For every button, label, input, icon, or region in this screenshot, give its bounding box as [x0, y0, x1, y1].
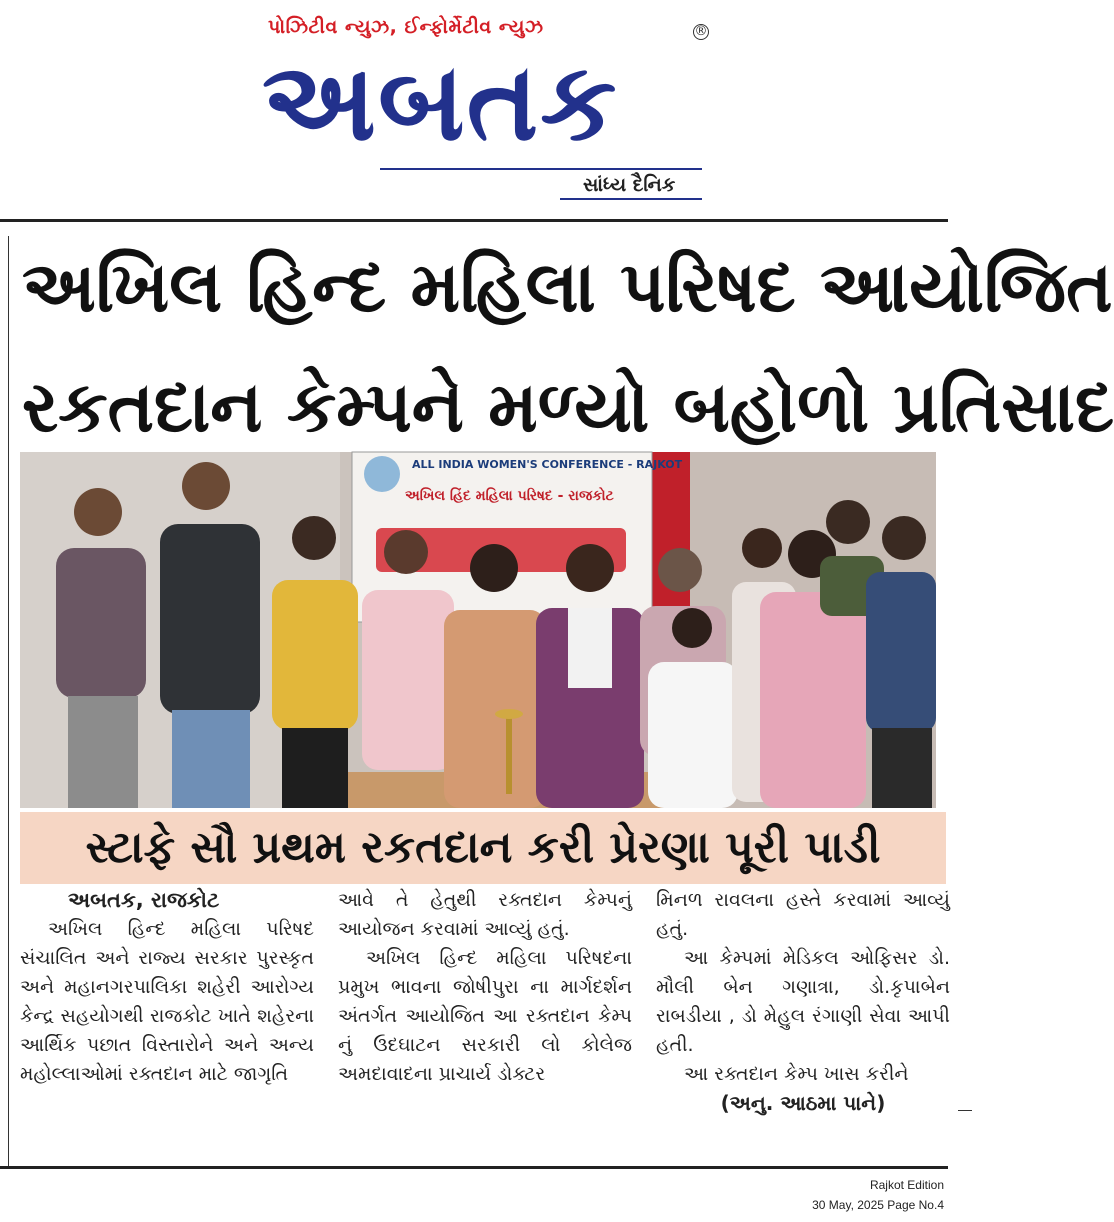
banner-gujarati: અખિલ હિંદ મહિલા પરિષદ - રાજકોટ [405, 488, 614, 504]
banner-english: ALL INDIA WOMEN'S CONFERENCE - RAJKOT [412, 458, 683, 471]
article-col2-para1: આવે તે હેતુથી રક્તદાન કેમ્પનું આયોજન કરવામાં આવ્યું હતું. [338, 889, 632, 940]
article-column-3 [656, 886, 950, 1118]
article-col3-para2: આ કેમ્પમાં મેડિકલ ઓફિસર ડો. મૌલી બેન ગણાત્રા, ડો.કૃપાબેન રાબડીયા , ડો મેહુલ રંગાણી સેવા આપી હતી. [656, 947, 950, 1056]
masthead-subtitle: સાંધ્ય દૈનિક [583, 174, 676, 196]
article-column-1 [20, 886, 314, 1089]
bottom-rule [0, 1166, 948, 1169]
article-col3-para1: મિનળ રાવલના હસ્તે કરવામાં આવ્યું હતું. [656, 889, 950, 940]
article-column-2 [338, 886, 632, 1089]
article-col1-text: અખિલ હિન્દ મહિલા પરિષદ સંચાલિત અને રાજ્ય સરકાર પુરસ્કૃત અને મહાનગરપાલિકા શહેરી આરોગ્ય કેન્દ્ર સહયોગથી રાજકોટ ખાતે શહેરના આર્થિક પછાત વિસ્તારોને અને અન્ય મહોલ્લાઓમાં રક્તદાન માટે જાગૃતિ [20, 918, 314, 1085]
registered-mark: ® [694, 24, 708, 39]
headline-line-1: અખિલ હિન્દ મહિલા પરિષદ આયોજિત [22, 246, 1113, 328]
sub-headline: સ્ટાફે સૌ પ્રથમ રકતદાન કરી પ્રેરણા પૂરી પાડી [20, 812, 946, 884]
masthead [0, 0, 976, 222]
subtitle-underline [560, 198, 702, 200]
article-dateline: અબતક, રાજકોટ [68, 888, 220, 912]
logo-underline [380, 168, 702, 170]
edition-label: Rajkot Edition [869, 1178, 944, 1192]
newspaper-logo: અબતક [262, 40, 619, 165]
article-col2-para2: અખિલ હિન્દ મહિલા પરિષદના પ્રમુખ ભાવના જોષીપુરા ના માર્ગદર્શન અંતર્ગત આયોજિત આ રક્તદાન કેમ્પ નું ઉદઘાટન સરકારી લો કોલેજ અમદાવાદના પ્રાચાર્ય ડોક્ટર [338, 947, 632, 1085]
left-column-rule [8, 236, 9, 1166]
page-info: 30 May, 2025 Page No.4 [812, 1198, 944, 1212]
article-col3-para3: આ રક્તદાન કેમ્પ ખાસ કરીને [684, 1063, 909, 1085]
headline-line-2: રકતદાન કેમ્પને મળ્યો બહોળો પ્રતિસાદ [22, 366, 1114, 448]
top-rule [0, 219, 948, 222]
news-photo [20, 452, 936, 808]
column-dash [958, 1110, 972, 1111]
masthead-tagline: પોઝિટીવ ન્યુઝ, ઈન્ફોર્મેટીવ ન્યુઝ [268, 16, 544, 38]
continued-on-page: (અનુ. આઠમા પાને) [720, 1091, 886, 1115]
